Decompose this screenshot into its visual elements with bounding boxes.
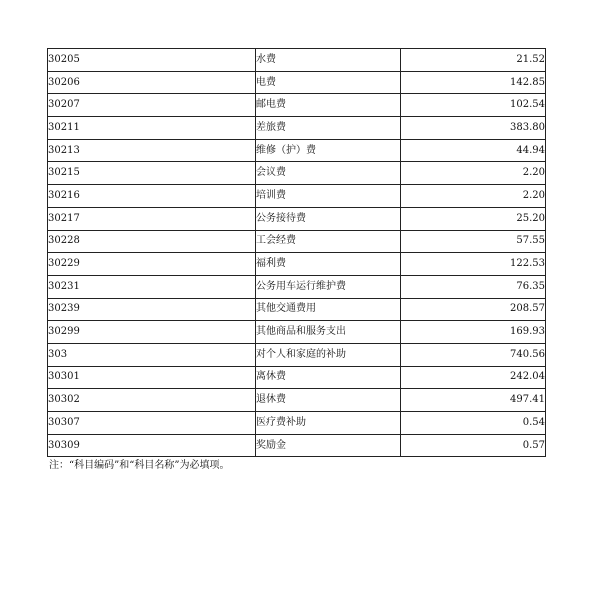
account-name-cell: 医疗费补助 bbox=[256, 412, 401, 435]
table-row bbox=[48, 298, 546, 321]
table-row bbox=[48, 162, 546, 185]
amount-cell: 44.94 bbox=[401, 139, 546, 162]
table-row bbox=[48, 139, 546, 162]
amount-cell: 383.80 bbox=[401, 117, 546, 140]
account-code-cell: 30239 bbox=[48, 298, 256, 321]
amount-cell: 25.20 bbox=[401, 207, 546, 230]
account-code-cell: 30207 bbox=[48, 94, 256, 117]
table-row bbox=[48, 412, 546, 435]
amount-cell: 57.55 bbox=[401, 230, 546, 253]
account-code-cell: 30206 bbox=[48, 71, 256, 94]
account-code-cell: 30205 bbox=[48, 49, 256, 72]
account-name-cell: 对个人和家庭的补助 bbox=[256, 343, 401, 366]
account-name-cell: 其他商品和服务支出 bbox=[256, 321, 401, 344]
account-name-cell: 退休费 bbox=[256, 389, 401, 412]
account-code-cell: 30231 bbox=[48, 275, 256, 298]
table-row bbox=[48, 207, 546, 230]
account-name-cell: 水费 bbox=[256, 49, 401, 72]
account-code-cell: 30302 bbox=[48, 389, 256, 412]
account-code-cell: 30228 bbox=[48, 230, 256, 253]
budget-table bbox=[47, 48, 546, 457]
table-row bbox=[48, 366, 546, 389]
account-name-cell: 维修（护）费 bbox=[256, 139, 401, 162]
account-name-cell: 公务接待费 bbox=[256, 207, 401, 230]
table-row bbox=[48, 94, 546, 117]
table-row bbox=[48, 434, 546, 457]
amount-cell: 122.53 bbox=[401, 253, 546, 276]
account-code-cell: 30307 bbox=[48, 412, 256, 435]
account-name-cell: 工会经费 bbox=[256, 230, 401, 253]
amount-cell: 169.93 bbox=[401, 321, 546, 344]
amount-cell: 2.20 bbox=[401, 185, 546, 208]
amount-cell: 242.04 bbox=[401, 366, 546, 389]
table-row bbox=[48, 389, 546, 412]
account-name-cell: 培训费 bbox=[256, 185, 401, 208]
table-row bbox=[48, 275, 546, 298]
account-code-cell: 30309 bbox=[48, 434, 256, 457]
account-name-cell: 奖励金 bbox=[256, 434, 401, 457]
table-row bbox=[48, 71, 546, 94]
table-row bbox=[48, 230, 546, 253]
amount-cell: 0.57 bbox=[401, 434, 546, 457]
table-row bbox=[48, 321, 546, 344]
footnote: 注：“科目编码”和“科目名称”为必填项。 bbox=[49, 460, 230, 471]
account-code-cell: 30229 bbox=[48, 253, 256, 276]
amount-cell: 740.56 bbox=[401, 343, 546, 366]
budget-table-container bbox=[47, 48, 545, 457]
account-name-cell: 离休费 bbox=[256, 366, 401, 389]
account-name-cell: 公务用车运行维护费 bbox=[256, 275, 401, 298]
table-row bbox=[48, 343, 546, 366]
table-row bbox=[48, 49, 546, 72]
amount-cell: 208.57 bbox=[401, 298, 546, 321]
account-name-cell: 电费 bbox=[256, 71, 401, 94]
account-code-cell: 30215 bbox=[48, 162, 256, 185]
amount-cell: 21.52 bbox=[401, 49, 546, 72]
budget-table-body bbox=[48, 49, 546, 457]
account-name-cell: 邮电费 bbox=[256, 94, 401, 117]
amount-cell: 497.41 bbox=[401, 389, 546, 412]
account-code-cell: 30301 bbox=[48, 366, 256, 389]
account-code-cell: 30216 bbox=[48, 185, 256, 208]
account-code-cell: 30213 bbox=[48, 139, 256, 162]
account-name-cell: 差旅费 bbox=[256, 117, 401, 140]
account-name-cell: 会议费 bbox=[256, 162, 401, 185]
amount-cell: 2.20 bbox=[401, 162, 546, 185]
amount-cell: 102.54 bbox=[401, 94, 546, 117]
account-code-cell: 30299 bbox=[48, 321, 256, 344]
amount-cell: 76.35 bbox=[401, 275, 546, 298]
amount-cell: 142.85 bbox=[401, 71, 546, 94]
table-row bbox=[48, 117, 546, 140]
table-row bbox=[48, 253, 546, 276]
account-name-cell: 福利费 bbox=[256, 253, 401, 276]
account-code-cell: 30217 bbox=[48, 207, 256, 230]
account-name-cell: 其他交通费用 bbox=[256, 298, 401, 321]
account-code-cell: 303 bbox=[48, 343, 256, 366]
table-row bbox=[48, 185, 546, 208]
amount-cell: 0.54 bbox=[401, 412, 546, 435]
account-code-cell: 30211 bbox=[48, 117, 256, 140]
